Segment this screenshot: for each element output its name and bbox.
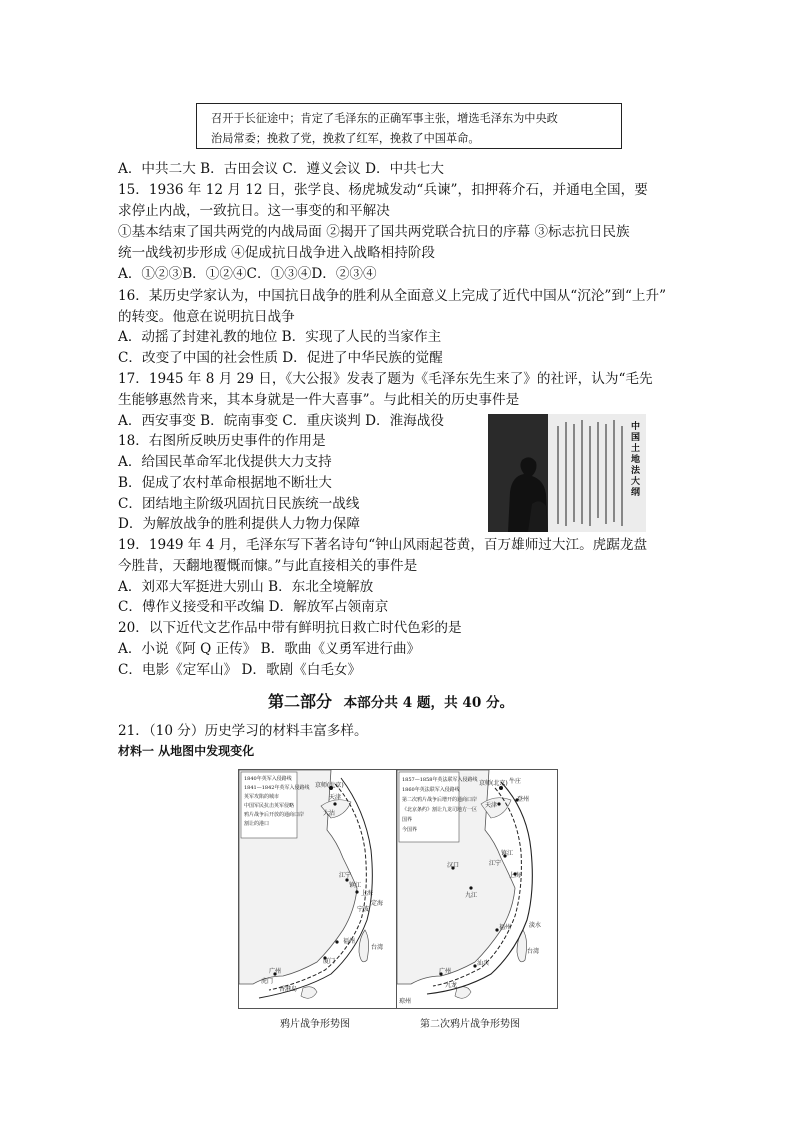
quote-line-2: 治局常委；挽救了党，挽救了红军，挽救了中国革命。: [211, 132, 480, 145]
q20-options-2: C．电影《定军山》 D．歌剧《白毛女》: [118, 662, 362, 678]
map2-legend: [402, 775, 477, 835]
part-two-heading: [268, 689, 513, 712]
q19-stem-2: 今胜昔，天翻地覆慨而慷。”与此直接相关的事件是: [118, 558, 418, 574]
map1-legend-item: 中国军民抗击英军侵略: [244, 803, 295, 809]
map2-legend-item: 第二次鸦片战争后增开的通商口岸: [402, 797, 478, 803]
q15-options: A．①②③B．①②④C．①③④D．②③④: [118, 266, 377, 282]
q18-option-c: C．团结地主阶级巩固抗日民族统一战线: [118, 496, 360, 512]
map1-legend-item: 鸦片战争后开放的通商口岸: [244, 812, 305, 818]
map1-legend-item: 割让的港口: [244, 821, 270, 827]
q20-stem: 20．以下近代文艺作品中带有鲜明抗日救亡时代色彩的是: [118, 620, 462, 636]
map1-legend-item: 1841—1842年英军入侵路线: [244, 785, 310, 791]
q18-option-d: D．为解放战争的胜利提供人力物力保障: [118, 516, 360, 532]
map1-legend-item: 1840年英军入侵路线: [244, 776, 292, 782]
map2-place: 广州: [439, 968, 452, 975]
q18-option-a: A．给国民革命军北伐提供大力支持: [118, 454, 332, 470]
material-one-label: 材料一 从地图中发现变化: [118, 744, 255, 758]
q18-option-b: B．促成了农村革命根据地不断壮大: [118, 475, 332, 491]
map1-place: 定海: [371, 900, 384, 907]
map2-place: 九龙: [445, 982, 458, 989]
map1-place: 宁波: [357, 906, 370, 913]
map1-place: 京师(北京): [315, 782, 344, 789]
map1-place: 台湾: [371, 944, 384, 951]
map2-place: 京师(北京): [479, 780, 508, 787]
map2-place: 汕头: [477, 960, 490, 967]
part-two-desc: 本部分共 4 题，共 40 分。: [343, 695, 514, 711]
q15-statements-2: 统一战线初步形成 ④促成抗日战争进入战略相持阶段: [118, 245, 435, 261]
q17-stem-1: 17．1945 年 8 月 29 日，《大公报》发表了题为《毛泽东先生来了》的社评，认为“毛先: [118, 371, 653, 387]
q14-options: A．中共二大 B．古田会议 C．遵义会议 D．中共七大: [118, 161, 444, 177]
map2-caption: 第二次鸦片战争形势图: [420, 1019, 520, 1030]
map1-place: 镇江: [349, 882, 362, 889]
map2-legend-item: 国界: [402, 817, 413, 823]
land-law-photo: [488, 414, 646, 532]
map2-place: 天津: [485, 802, 498, 809]
map2-legend-item: 1857—1858年英法联军入侵路线: [402, 777, 478, 783]
q21-stem: 21．（10 分）历史学习的材料丰富多样。: [118, 723, 368, 739]
map2-place: 镇江: [501, 850, 514, 857]
q16-stem-1: 16．某历史学家认为，中国抗日战争的胜利从全面意义上完成了近代中国从“沉沦”到“上升”: [118, 288, 667, 304]
quote-box: [196, 103, 622, 149]
map2-place: 琼州: [399, 998, 412, 1005]
map2-legend-item: 1860年英法联军入侵路线: [402, 787, 460, 793]
map2-place: 牛庄: [509, 778, 522, 785]
map1-place: 江宁: [339, 872, 352, 879]
map2-legend-item: 今国界: [402, 827, 418, 833]
land-law-photo-svg: [488, 414, 646, 532]
q16-options-2: C．改变了中国的社会性质 D．促进了中华民族的觉醒: [118, 350, 443, 366]
map2-legend-item: 《北京条约》割让九龙司地方一区: [402, 807, 478, 813]
q18-stem: 18．右图所反映历史事件的作用是: [118, 433, 326, 449]
quote-line-1: 召开于长征途中；肯定了毛泽东的正确军事主张，增选毛泽东为中央政: [211, 112, 558, 125]
map1-legend: [244, 775, 309, 829]
map2-place: 福州: [499, 924, 512, 931]
q17-options: A．西安事变 B．皖南事变 C．重庆谈判 D．淮海战役: [118, 413, 444, 429]
map2-place: 登州: [517, 796, 530, 803]
map2-place: 台湾: [527, 948, 540, 955]
map2-place: 九江: [465, 892, 478, 899]
map1-place: 虎门: [261, 978, 274, 985]
map2-place: 汉口: [447, 862, 460, 869]
q15-statements-1: ①基本结束了国共两党的内战局面 ②揭开了国共两党联合抗日的序幕 ③标志抗日民族: [118, 224, 630, 240]
map1-place: 厦门: [323, 958, 336, 965]
q19-options-2: C．傅作义接受和平改编 D．解放军占领南京: [118, 599, 389, 615]
map1-caption: 鸦片战争形势图: [280, 1019, 350, 1030]
map1-place: 上海: [361, 890, 374, 897]
map1-legend-item: 英军攻陷的城市: [244, 794, 280, 800]
map1-place: 天津: [329, 794, 342, 801]
q17-stem-2: 生能够惠然肯来，其本身就是一件大喜事”。与此相关的历史事件是: [118, 392, 520, 408]
land-law-photo-title: 中国土地法大纲: [631, 422, 641, 498]
map1-place: 广州: [269, 968, 282, 975]
q15-stem-2: 求停止内战，一致抗日。这一事变的和平解决: [118, 203, 390, 219]
second-opium-war-map: [396, 769, 558, 1009]
part-two-title: 第二部分: [268, 692, 333, 711]
q15-stem-1: 15．1936 年 12 月 12 日，张学良、杨虎城发动“兵谏”，扣押蒋介石，并通电全国，要: [118, 182, 648, 198]
q20-options-1: A．小说《阿 Q 正传》 B．歌曲《义勇军进行曲》: [118, 641, 421, 657]
map1-place: 福州: [343, 938, 356, 945]
q16-options-1: A．动摇了封建礼教的地位 B．实现了人民的当家作主: [118, 329, 442, 345]
map1-place: 香港岛: [279, 986, 298, 993]
q19-options-1: A．刘邓大军挺进大别山 B．东北全境解放: [118, 579, 374, 595]
opium-war-map: [238, 769, 400, 1009]
map2-place: 淡水: [529, 922, 542, 929]
q16-stem-2: 的转变。他意在说明抗日战争: [118, 309, 295, 325]
map2-place: 江宁: [489, 860, 502, 867]
q19-stem-1: 19．1949 年 4 月，毛泽东写下著名诗句“钟山风雨起苍黄，百万雄师过大江。虎踞龙盘: [118, 537, 648, 553]
map1-place: 大沽: [323, 810, 336, 817]
map2-place: 上海: [509, 872, 522, 879]
